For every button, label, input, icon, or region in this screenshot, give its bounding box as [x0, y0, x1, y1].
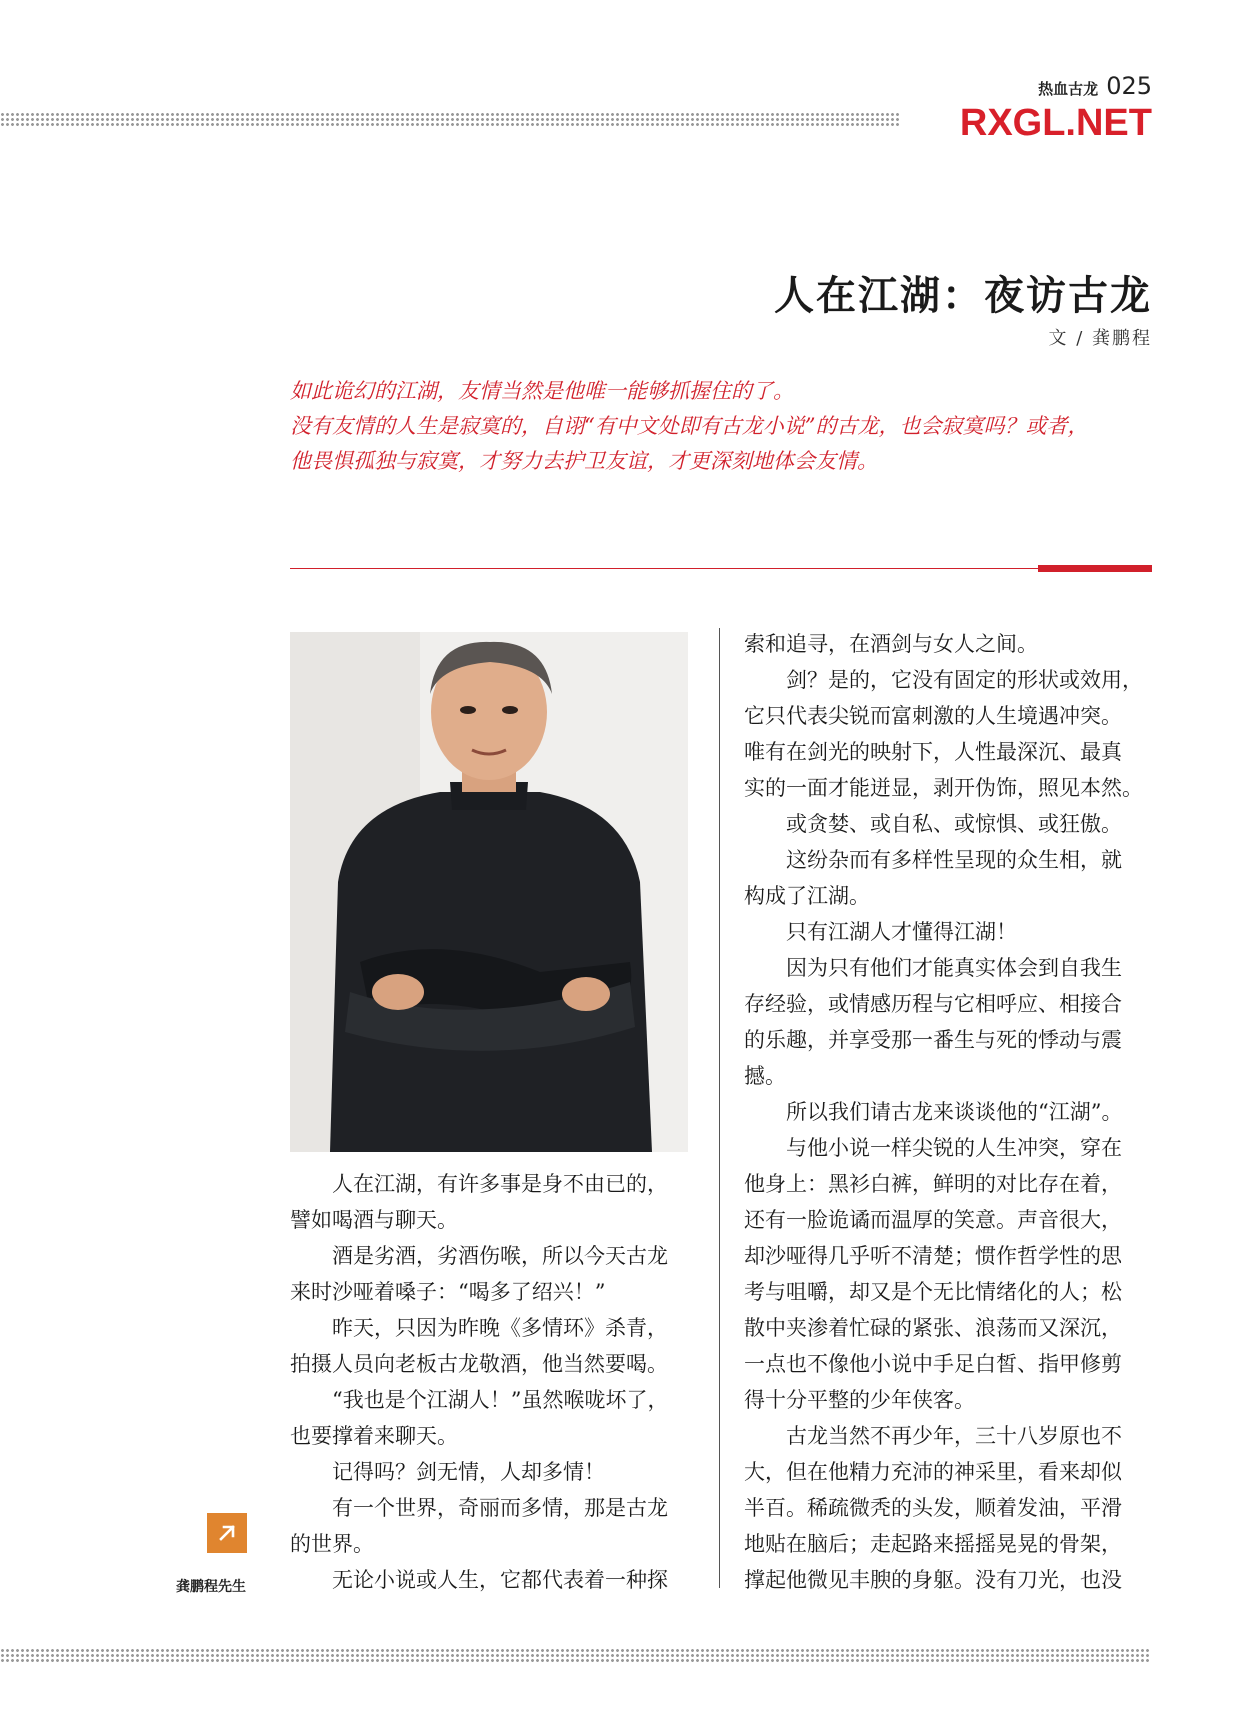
arrow-up-right-icon	[207, 1513, 247, 1553]
body-line: 古龙当然不再少年，三十八岁原也不	[744, 1424, 1122, 1448]
body-line: 考与咀嚼，却又是个无比情绪化的人；松	[744, 1280, 1122, 1304]
body-line: 撼。	[744, 1064, 786, 1088]
body-line: 撑起他微见丰腴的身躯。没有刀光，也没	[744, 1568, 1122, 1592]
body-line: 却沙哑得几乎听不清楚；惯作哲学性的思	[744, 1244, 1122, 1268]
body-line: 譬如喝酒与聊天。	[290, 1208, 458, 1232]
body-line: 索和追寻，在酒剑与女人之间。	[744, 632, 1038, 656]
body-line: 或贪婪、或自私、或惊惧、或狂傲。	[744, 812, 1122, 836]
body-line: 也要撑着来聊天。	[290, 1424, 458, 1448]
body-line: 得十分平整的少年侠客。	[744, 1388, 975, 1412]
body-line: 与他小说一样尖锐的人生冲突，穿在	[744, 1136, 1122, 1160]
body-line: 记得吗？剑无情，人却多情！	[290, 1460, 605, 1484]
body-line: 酒是劣酒，劣酒伤喉，所以今天古龙	[290, 1244, 668, 1268]
body-line: 实的一面才能迸显，剥开伪饰，照见本然。	[744, 776, 1143, 800]
body-line: 只有江湖人才懂得江湖！	[744, 920, 1017, 944]
photo-caption: 龚鹏程先生	[176, 1579, 246, 1595]
body-line: 这纷杂而有多样性呈现的众生相，就	[744, 848, 1122, 872]
body-line: 的乐趣，并享受那一番生与死的悸动与震	[744, 1028, 1122, 1052]
portrait-illustration	[290, 632, 688, 1152]
body-line: 因为只有他们才能真实体会到自我生	[744, 956, 1122, 980]
page-number: 025	[1106, 72, 1152, 100]
lead-line: 如此诡幻的江湖，友情当然是他唯一能够抓握住的了。	[290, 379, 794, 403]
byline: 文 / 龚鹏程	[1048, 328, 1152, 349]
body-line: 昨天，只因为昨晚《多情环》杀青，	[290, 1316, 668, 1340]
dotted-rule-top	[0, 112, 900, 126]
body-line: 所以我们请古龙来谈谈他的“江湖”。	[744, 1100, 1123, 1124]
body-line: 的世界。	[290, 1532, 374, 1556]
portrait-photo	[290, 632, 688, 1152]
body-column-right	[744, 626, 1154, 1598]
body-line: 无论小说或人生，它都代表着一种探	[290, 1568, 668, 1592]
body-line: 半百。稀疏微秃的头发，顺着发油，平滑	[744, 1496, 1122, 1520]
section-name: 热血古龙	[1038, 80, 1099, 98]
body-line: 他身上：黑衫白裤，鲜明的对比存在着，	[744, 1172, 1122, 1196]
body-line: 构成了江湖。	[744, 884, 870, 908]
running-header	[1038, 72, 1152, 100]
body-line: 存经验，或情感历程与它相呼应、相接合	[744, 992, 1122, 1016]
dotted-rule-bottom	[0, 1648, 1150, 1662]
section-divider-accent	[1038, 565, 1152, 572]
body-line: 唯有在剑光的映射下，人性最深沉、最真	[744, 740, 1122, 764]
body-line: “我也是个江湖人！”虽然喉咙坏了，	[290, 1388, 669, 1412]
brand-logo: RXGL.NET	[959, 102, 1152, 144]
body-line: 它只代表尖锐而富刺激的人生境遇冲突。	[744, 704, 1122, 728]
lead-paragraph	[290, 374, 1160, 479]
body-line: 散中夹渗着忙碌的紧张、浪荡而又深沉，	[744, 1316, 1122, 1340]
body-line: 大，但在他精力充沛的神采里，看来却似	[744, 1460, 1122, 1484]
article-title: 人在江湖：夜访古龙	[774, 272, 1152, 319]
body-line: 一点也不像他小说中手足白皙、指甲修剪	[744, 1352, 1122, 1376]
lead-line: 他畏惧孤独与寂寞，才努力去护卫友谊，才更深刻地体会友情。	[290, 449, 878, 473]
body-column-left	[290, 1166, 690, 1598]
body-line: 剑？是的，它没有固定的形状或效用，	[744, 668, 1143, 692]
lead-line: 没有友情的人生是寂寞的，自诩“有中文处即有古龙小说”的古龙，也会寂寞吗？或者，	[290, 414, 1089, 438]
body-line: 来时沙哑着嗓子：“喝多了绍兴！”	[290, 1280, 606, 1304]
body-line: 拍摄人员向老板古龙敬酒，他当然要喝。	[290, 1352, 668, 1376]
body-line: 人在江湖，有许多事是身不由已的，	[290, 1172, 668, 1196]
body-line: 地贴在脑后；走起路来摇摇晃晃的骨架，	[744, 1532, 1122, 1556]
body-line: 还有一脸诡谲而温厚的笑意。声音很大，	[744, 1208, 1122, 1232]
body-line: 有一个世界，奇丽而多情，那是古龙	[290, 1496, 668, 1520]
column-divider	[719, 628, 720, 1588]
section-divider	[290, 568, 1038, 569]
